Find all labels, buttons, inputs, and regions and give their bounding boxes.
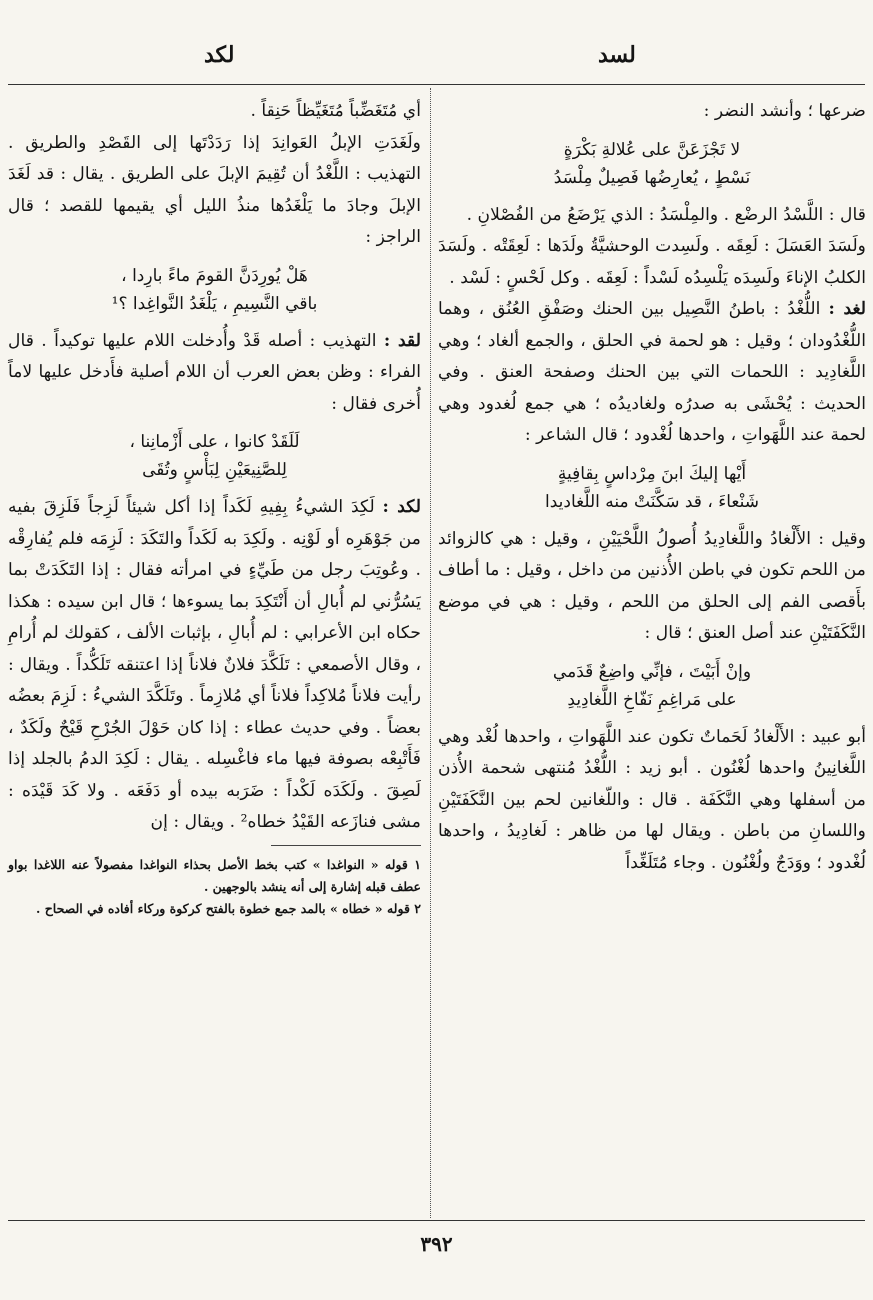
verse-line: باقي النَّسِيمِ ، يَلْغَدُ النَّواغِدا ؟¹ [111,293,318,314]
verse-line: أَيْها إليكَ ابنَ مِرْداسٍ بِقافِيةٍ [557,463,747,484]
verse-line: لا تَجْزَعَنَّ على عُلالةِ بَكْرَةٍ [563,139,741,160]
verse [8,262,421,318]
footer-rule [8,1220,865,1221]
footnotes [8,854,421,920]
verse-line: نَسْطٍ ، يُعارِضُها فَصِيلٌ مِلْسَدُ [553,167,751,188]
paragraph: وقيل : الأَلْغادُ واللَّغادِيدُ أُصولُ اللَّحْيَيْنِ ، وقيل : هي كالزوائد من اللحم تكون في باطن الأُذنين من داخل ، وقيل : ما أطاف بأَقصى الفم إلى الحلق من اللحم ، وقيل : هي في موضع النَّكَفَتَيْنِ عند أصل العنق ؛ قال : [438,528,866,643]
left-column [8,96,421,920]
paragraph: أي مُتَغَضِّباً مُتَغَيِّظاً حَنِقاً . [250,101,421,121]
verse-line: لِلصَّنِيعَيْنِ لِبَأْسٍ وتُقَى [142,460,287,480]
running-header-left: لكد [204,42,235,68]
footnote: ٢ قوله « خطاه » بالمد جمع خطوة بالفتح كركوة وركاء أفاده في الصحاح . [36,900,421,916]
right-column [438,96,866,879]
footnote: ١ قوله « النواغدا » كتب بخط الأصل بحذاء النواغدا مفصولاً عنه اللاغدا بواو عطف قبله إشارة إلى أنه ينشد بالوجهين . [8,856,421,894]
verse [438,136,866,192]
paragraph: ولَسَدَ العَسَلَ : لَعِقَه . ولَسِدت الوحشيَّةُ ولَدَها : لَعِقَتْه . ولَسَدَ الكلبُ الإناءَ ولَسِدَه يَلْسِدُه لَسْداً : لَعِقَه . وكل لَحْسٍ : لَسْد . [438,236,866,288]
paragraph: ضرعها ؛ وأنشد النضر : [703,101,866,121]
entry-paragraph [8,492,421,839]
paragraph: قال : اللَّسْدُ الرضْع . والمِلْسَدُ : الذي يَرْضَعُ من الفُصْلانِ . [466,204,866,225]
running-header-right: لسد [598,42,636,68]
paragraph: أبو عبيد : الأَلْغادُ لَحَماتٌ تكون عند اللَّهَواتِ ، واحدها لُغْد وهي اللَّغانِينُ واحدها لُغْنُون . أبو زيد : اللُّغْدُ مُنتهى شحمة الأُذن من أسفلها وهي النَّكَفَة . قال : واللّغانين لحم بين النَّكَفَتَيْنِ واللسانِ من باطن . ويقال لها من ظاهر : لَغادِيدُ ، واحدها لُغْدود ؛ ووَدَجٌ ولُغْنُون . وجاء مُتَلَغِّداً [438,726,866,873]
entry-headword: لغد : [828,299,866,319]
entry-headword: لقد : [383,330,421,351]
entry-text: لَكِدَ الشيءُ بِفِيهِ لَكَداً إذا أكل شيئاً لَزِجاً فَلَزِقَ بفيه من جَوْهَرِه أو لَوْنِه . ولَكِدَ به لَكَداً والتَكَدَ : لَزِمَه فلم يُفارِقْه . وعُوتِبَ رجل من طَيِّءٍ في امرأته فقال : إذا التَكَدَتْ بما يَسُرُّني لم أُبالِ أن أَنْتَكِدَ بما يسوءها ؛ قال ابن سيده : هكذا حكاه ابن الأعرابي : لم أُبالِ ، بإثبات الألف ، كقولك لم أُرامِ ، وقال الأصمعي : تَلَكَّدَ فلانٌ فلاناً إذا اعتنقه تَلَكُّداً . ويقال : رأيت فلاناً مُلاكِداً فلاناً أي مُلازِماً . وتَلَكَّدَ الشيءُ : لَزِمَ بعضُه بعضاً . وفي حديث عطاء : إذا كان حَوْلَ الجُرْحِ قَيْحٌ ولَكَدٌ ، فَأَتْبِعْه بصوفة فيها ماء فاغْسِله . يقال : لَكِدَ الدمُ بالجلد إذا لَصِقَ . ولَكَدَه لَكْداً : ضَرَبه بيده أو دَفَعَه . ولا كَدَ قَيْدَه : مشى فنازَعه القَيْدُ خطاه² . ويقال : إن [8,497,421,832]
verse-line: شَنْعاءَ ، قد سَكَّنَتْ منه اللَّغاديدا [545,491,759,512]
entry-paragraph [8,326,421,421]
verse-line: لَلَقَدْ كانوا ، على أَزْمانِنا ، [129,432,300,452]
verse [438,658,866,714]
verse-line: وإنْ أَبَيْتَ ، فإنِّي واضِعٌ قَدَمي [552,661,752,682]
verse [8,428,421,484]
verse-line: على مَراغِمِ نَفّاخِ اللَّغادِيدِ [567,689,737,710]
header-rule [8,84,865,85]
page-number: ٣٩٢ [420,1232,453,1256]
entry-text: التهذيب : أصله قَدْ وأُدخلت اللام عليها توكيداً . قال الفراء : وظن بعض العرب أن اللام أصلية فأَدخل عليها لاماً أُخرى فقال : [8,330,421,414]
entry-text: اللُّغْدُ : باطنُ النَّصِيل بين الحنك وصَفْقِ العُنُق ، وهما اللُّغْدُودان ؛ وقيل : هو لحمة في الحلق ، والجمع ألغاد ؛ وهي اللَّغادِيد : اللحمات التي بين الحنك وصفحة العنق . وفي الحديث : يُحْشَى به صدرُه ولغاديدُه ؛ هي جمع لُغدود وهي لحمة عند اللَّهَواتِ ، واحدها لُغْدود ؛ قال الشاعر : [438,299,866,445]
verse [438,460,866,516]
column-divider [430,88,431,1218]
footnote-rule [271,845,421,846]
entry-headword: لكد : [382,497,421,517]
verse-line: هَلْ يُورِدَنَّ القومَ ماءً بارِدا ، [121,265,308,286]
entry-paragraph [438,294,866,452]
paragraph: ولَغَدَتِ الإبلُ العَوانِدَ إذا رَدَدْتَها إلى القَصْدِ والطريق . التهذيب : اللَّغْدُ أن تُقِيمَ الإبلَ على الطريق . يقال : قد لَغَدَ الإبلَ وجادَ ما يَلْغَدُها منذُ الليل أي يقيمها للقصد ؛ قال الراجز : [8,132,421,247]
